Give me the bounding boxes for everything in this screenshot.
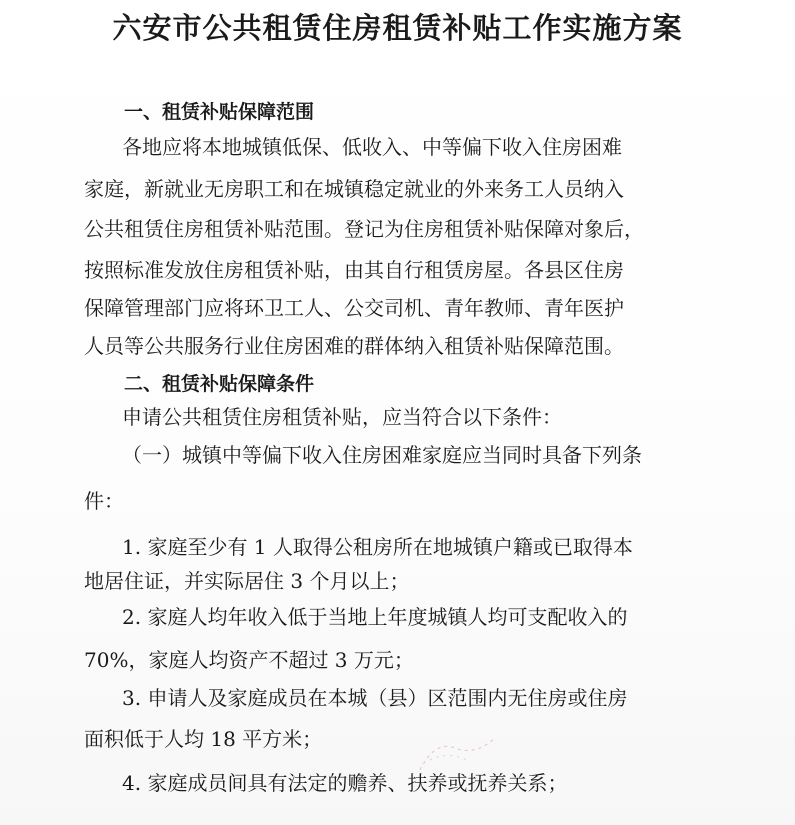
section-intro: 申请公共租赁住房租赁补贴，应当符合以下条件：	[122, 405, 562, 429]
subsection-line: 件：	[84, 489, 124, 513]
paragraph-line: 公共租赁住房租赁补贴范围。登记为住房租赁补贴保障对象后，	[84, 217, 644, 241]
document-title: 六安市公共租赁住房租赁补贴工作实施方案	[112, 11, 683, 45]
list-item-line: 2. 家庭人均年收入低于当地上年度城镇人均可支配收入的	[122, 605, 628, 629]
list-item-line: 3. 申请人及家庭成员在本城（县）区范围内无住房或住房	[122, 686, 628, 710]
paragraph-line: 保障管理部门应将环卫工人、公交司机、青年教师、青年医护	[84, 296, 624, 320]
list-item-line: 70%，家庭人均资产不超过 3 万元；	[84, 648, 414, 672]
paragraph-line: 人员等公共服务行业住房困难的群体纳入租赁补贴保障范围。	[84, 334, 624, 358]
paragraph-line: 家庭，新就业无房职工和在城镇稳定就业的外来务工人员纳入	[84, 177, 624, 201]
paragraph-line: 各地应将本地城镇低保、低收入、中等偏下收入住房困难	[122, 135, 622, 159]
paragraph-line: 按照标准发放住房租赁补贴，由其自行租赁房屋。各县区住房	[84, 258, 624, 282]
section-heading-scope: 一、租赁补贴保障范围	[124, 101, 315, 123]
list-item-line: 面积低于人均 18 平方米；	[84, 727, 323, 751]
list-item-line: 地居住证，并实际居住 3 个月以上；	[84, 569, 410, 593]
subsection-line: （一）城镇中等偏下收入住房困难家庭应当同时具备下列条	[122, 443, 642, 467]
list-item-line: 4. 家庭成员间具有法定的赡养、扶养或抚养关系；	[122, 771, 568, 795]
section-heading-conditions: 二、租赁补贴保障条件	[124, 373, 315, 395]
list-item-line: 1. 家庭至少有 1 人取得公租房所在地城镇户籍或已取得本	[122, 535, 633, 559]
